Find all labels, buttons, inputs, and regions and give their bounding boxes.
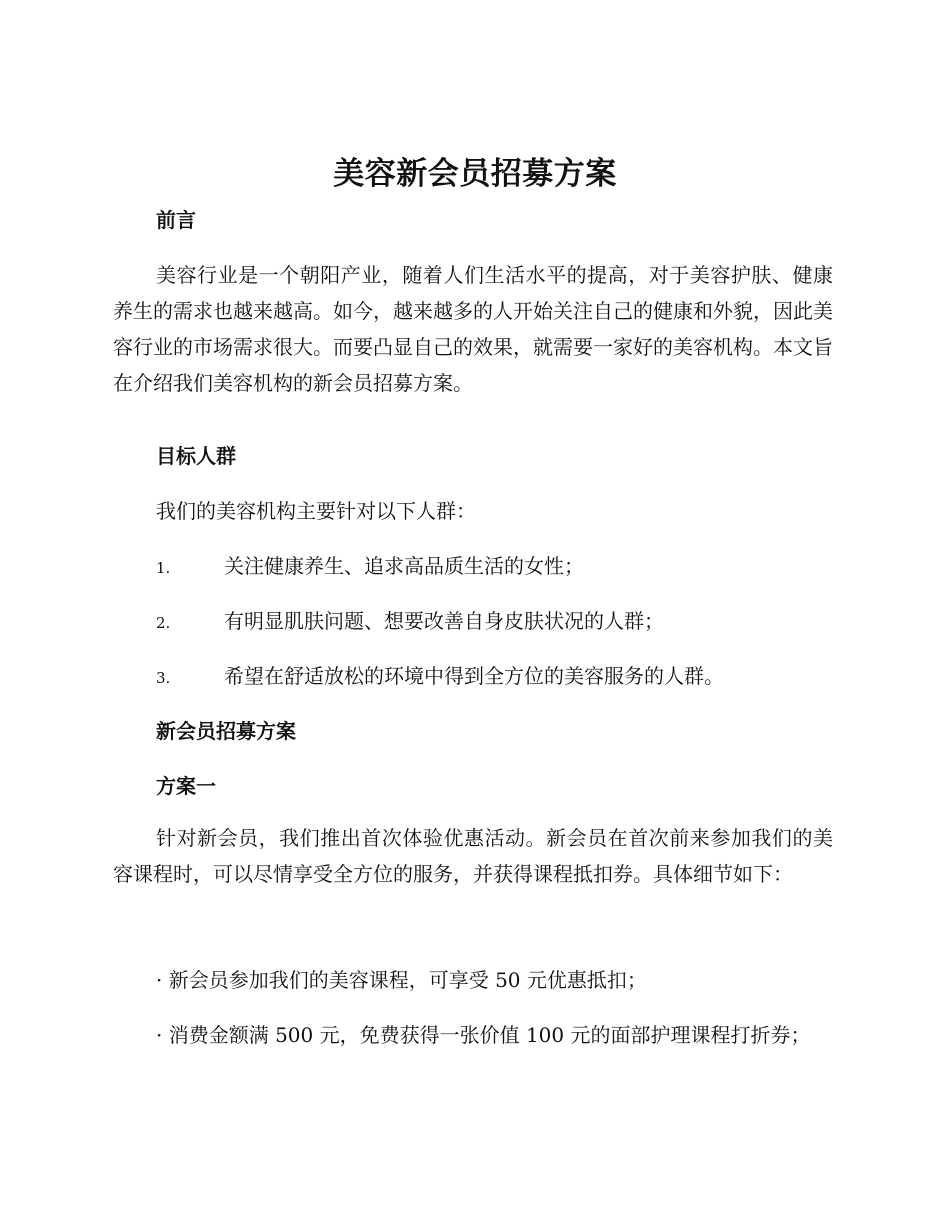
bullet-item: · 消费金额满 500 元，免费获得一张价值 100 元的面部护理课程打折券； (156, 1023, 811, 1047)
bullet-item: · 新会员参加我们的美容课程，可享受 50 元优惠抵扣； (156, 968, 647, 992)
list-item (156, 551, 584, 583)
list-text: 有明显肌肤问题、想要改善自身皮肤状况的人群； (224, 609, 664, 633)
paragraph-preface: 美容行业是一个朝阳产业，随着人们生活水平的提高，对于美容护肤、健康养生的需求也越来越高。如今，越来越多的人开始关注自己的健康和外貌，因此美容行业的市场需求很大。而要凸显自己的效果，就需要一家好的美容机构。本文旨在介绍我们美容机构的新会员招募方案。 (113, 263, 833, 395)
target-intro: 我们的美容机构主要针对以下人群： (156, 499, 476, 523)
heading-preface: 前言 (156, 208, 196, 232)
heading-plan: 新会员招募方案 (156, 719, 296, 743)
heading-target: 目标人群 (156, 444, 236, 468)
heading-plan-one: 方案一 (156, 774, 216, 798)
list-text: 希望在舒适放松的环境中得到全方位的美容服务的人群。 (224, 664, 724, 688)
document-title: 美容新会员招募方案 (333, 156, 617, 192)
list-item (156, 661, 724, 693)
list-number: 3. (156, 669, 171, 687)
list-item (156, 606, 664, 638)
paragraph-plan-one: 针对新会员，我们推出首次体验优惠活动。新会员在首次前来参加我们的美容课程时，可以尽情享受全方位的服务，并获得课程抵扣券。具体细节如下： (113, 826, 833, 886)
list-number: 1. (156, 559, 171, 577)
list-number: 2. (156, 614, 171, 632)
list-text: 关注健康养生、追求高品质生活的女性； (224, 554, 584, 578)
